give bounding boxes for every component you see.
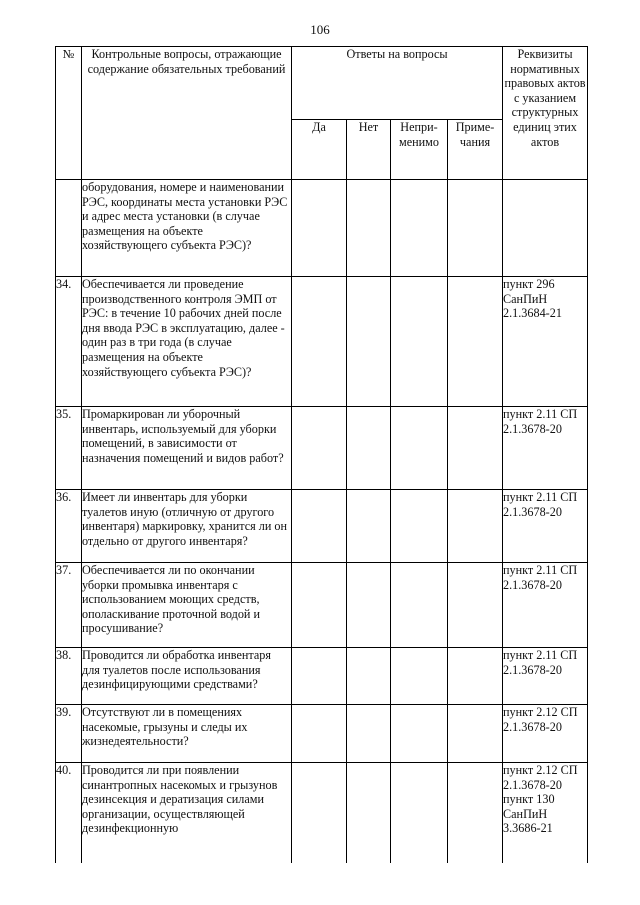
answer-no-cell (347, 277, 391, 407)
answer-na-cell (391, 705, 448, 763)
answer-na-cell (391, 180, 448, 277)
requisites-cell: пункт 2.12 СП 2.1.3678-20 (503, 705, 588, 763)
question-cell: Обеспечивается ли по окончании уборки промывка инвентаря с использованием моющих средств, ополаскивание проточной водой и просушивание? (82, 563, 292, 648)
answer-yes-cell (292, 705, 347, 763)
row-number: 36. (56, 490, 82, 563)
answer-yes-cell (292, 277, 347, 407)
row-number: 40. (56, 763, 82, 863)
header-yes: Да (292, 120, 347, 180)
answer-notes-cell (448, 563, 503, 648)
table-row-continuation (56, 180, 588, 277)
row-number: 38. (56, 648, 82, 705)
question-cell: Обеспечивается ли проведение производственного контроля ЭМП от РЭС: в течение 10 рабочих дней после дня ввода РЭС в эксплуатацию, далее - один раз в три года (в случае размещения на объекте хозяйствующего субъекта РЭС)? (82, 277, 292, 407)
row-number: 39. (56, 705, 82, 763)
header-number: № (56, 47, 82, 180)
table-row (56, 277, 588, 407)
table-row (56, 648, 588, 705)
answer-notes-cell (448, 490, 503, 563)
requisites-cell: пункт 2.11 СП 2.1.3678-20 (503, 490, 588, 563)
table-row (56, 705, 588, 763)
answer-notes-cell (448, 180, 503, 277)
header-no: Нет (347, 120, 391, 180)
requisites-cell: пункт 2.11 СП 2.1.3678-20 (503, 648, 588, 705)
answer-notes-cell (448, 277, 503, 407)
answer-na-cell (391, 277, 448, 407)
answer-notes-cell (448, 407, 503, 490)
answer-no-cell (347, 648, 391, 705)
answer-na-cell (391, 407, 448, 490)
answer-yes-cell (292, 180, 347, 277)
answer-no-cell (347, 763, 391, 863)
answer-no-cell (347, 180, 391, 277)
question-cell: Проводится ли обработка инвентаря для туалетов после использования дезинфицирующими средствами? (82, 648, 292, 705)
table-row (56, 763, 588, 863)
answer-no-cell (347, 490, 391, 563)
answer-no-cell (347, 563, 391, 648)
question-cell: Отсутствуют ли в помещениях насекомые, грызуны и следы их жизнедеятельности? (82, 705, 292, 763)
table-row (56, 407, 588, 490)
answer-yes-cell (292, 648, 347, 705)
answer-no-cell (347, 407, 391, 490)
question-cell: оборудования, номере и наименовании РЭС, координаты места установки РЭС и адрес места установки (в случае размещения на объекте хозяйствующего субъекта РЭС)? (82, 180, 292, 277)
answer-yes-cell (292, 490, 347, 563)
requisites-cell: пункт 2.11 СП 2.1.3678-20 (503, 407, 588, 490)
header-notes: Приме-чания (448, 120, 503, 180)
answer-notes-cell (448, 648, 503, 705)
question-cell: Имеет ли инвентарь для уборки туалетов иную (отличную от другого инвентаря) маркировку, хранится ли он отдельно от другого инвентаря? (82, 490, 292, 563)
requisites-cell: пункт 296 СанПиН 2.1.3684-21 (503, 277, 588, 407)
requisites-cell (503, 180, 588, 277)
question-cell: Промаркирован ли уборочный инвентарь, используемый для уборки помещений, в зависимости от назначения помещений и видов работ? (82, 407, 292, 490)
number-cell (56, 180, 82, 277)
answer-yes-cell (292, 563, 347, 648)
table-row (56, 563, 588, 648)
row-number: 37. (56, 563, 82, 648)
answer-na-cell (391, 763, 448, 863)
header-not-applicable: Непри-менимо (391, 120, 448, 180)
requisites-cell: пункт 2.11 СП 2.1.3678-20 (503, 563, 588, 648)
answer-notes-cell (448, 705, 503, 763)
answer-notes-cell (448, 763, 503, 863)
checklist-table (55, 46, 588, 863)
answer-na-cell (391, 490, 448, 563)
row-number: 35. (56, 407, 82, 490)
answer-yes-cell (292, 407, 347, 490)
header-answers: Ответы на вопросы (292, 47, 503, 120)
question-cell: Проводится ли при появлении синантропных насекомых и грызунов дезинсекция и дератизация силами организации, осуществляющей дезинфекционную (82, 763, 292, 863)
answer-na-cell (391, 563, 448, 648)
requisites-cell: пункт 2.12 СП 2.1.3678-20 пункт 130 СанПиН 3.3686-21 (503, 763, 588, 863)
header-requisites: Реквизиты нормативных правовых актов с указанием структурных единиц этих актов (503, 47, 588, 180)
row-number: 34. (56, 277, 82, 407)
header-question: Контрольные вопросы, отражающие содержание обязательных требований (82, 47, 292, 180)
table-row (56, 490, 588, 563)
page-number: 106 (310, 22, 330, 37)
answer-yes-cell (292, 763, 347, 863)
answer-no-cell (347, 705, 391, 763)
answer-na-cell (391, 648, 448, 705)
